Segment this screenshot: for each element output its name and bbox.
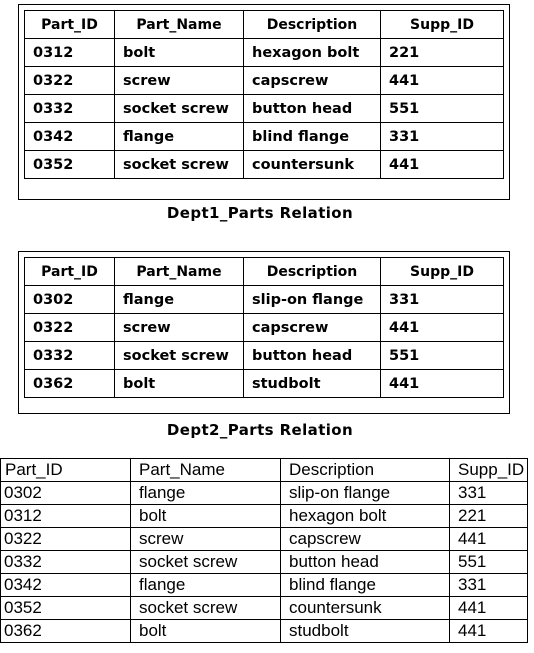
table-cell: 0342 — [1, 574, 131, 597]
table-cell: flange — [131, 574, 281, 597]
table-cell: 0332 — [25, 342, 115, 370]
table-row — [25, 123, 504, 151]
table-row — [25, 67, 504, 95]
table-cell: 551 — [450, 551, 528, 574]
table-cell: 0332 — [25, 95, 115, 123]
table-row — [1, 597, 528, 620]
table-cell: button head — [244, 95, 381, 123]
table-cell: 331 — [450, 574, 528, 597]
table-cell: hexagon bolt — [281, 505, 450, 528]
dept1-parts-table — [24, 10, 504, 179]
table-row — [25, 95, 504, 123]
table-cell: 0362 — [1, 620, 131, 643]
table-cell: socket screw — [115, 151, 244, 179]
table-cell: screw — [115, 314, 244, 342]
column-header: Supp_ID — [450, 459, 528, 482]
column-header: Part_ID — [25, 11, 115, 39]
table-cell: bolt — [131, 620, 281, 643]
column-header: Description — [244, 11, 381, 39]
table-cell: screw — [131, 528, 281, 551]
table-row — [25, 151, 504, 179]
union-result-table — [0, 458, 528, 643]
table-cell: bolt — [115, 370, 244, 398]
table-cell: button head — [281, 551, 450, 574]
table-cell: 551 — [381, 342, 504, 370]
table-cell: 441 — [450, 528, 528, 551]
table-cell: socket screw — [115, 342, 244, 370]
dept2-caption: Dept2_Parts Relation — [166, 421, 354, 439]
column-header: Part_ID — [1, 459, 131, 482]
table-cell: capscrew — [281, 528, 450, 551]
table-cell: 0332 — [1, 551, 131, 574]
table-cell: hexagon bolt — [244, 39, 381, 67]
column-header: Part_ID — [25, 258, 115, 286]
table-row — [1, 505, 528, 528]
table-cell: 221 — [381, 39, 504, 67]
table-row — [25, 370, 504, 398]
table-cell: 221 — [450, 505, 528, 528]
header-row — [25, 258, 504, 286]
table-cell: socket screw — [115, 95, 244, 123]
dept2-table-frame — [18, 251, 510, 414]
table-cell: slip-on flange — [281, 482, 450, 505]
table-row — [1, 574, 528, 597]
table-cell: 441 — [381, 370, 504, 398]
table-cell: 0322 — [25, 314, 115, 342]
header-row — [25, 11, 504, 39]
column-header: Supp_ID — [381, 258, 504, 286]
table-row — [1, 482, 528, 505]
column-header: Part_Name — [131, 459, 281, 482]
table-cell: bolt — [131, 505, 281, 528]
table-cell: button head — [244, 342, 381, 370]
table-cell: 0312 — [25, 39, 115, 67]
table-cell: 441 — [381, 314, 504, 342]
table-row — [25, 286, 504, 314]
table-cell: capscrew — [244, 67, 381, 95]
table-cell: flange — [131, 482, 281, 505]
table-cell: 441 — [450, 597, 528, 620]
table-cell: socket screw — [131, 551, 281, 574]
table-cell: 331 — [450, 482, 528, 505]
table-cell: 0322 — [1, 528, 131, 551]
table-row — [1, 620, 528, 643]
table-cell: slip-on flange — [244, 286, 381, 314]
table-cell: 0302 — [25, 286, 115, 314]
table-cell: 441 — [381, 151, 504, 179]
table-cell: countersunk — [244, 151, 381, 179]
table-cell: countersunk — [281, 597, 450, 620]
table-row — [1, 528, 528, 551]
table-cell: 0352 — [25, 151, 115, 179]
table-cell: 331 — [381, 123, 504, 151]
table-cell: studbolt — [244, 370, 381, 398]
table-cell: studbolt — [281, 620, 450, 643]
table-row — [25, 342, 504, 370]
table-cell: 0322 — [25, 67, 115, 95]
table-cell: 0312 — [1, 505, 131, 528]
table-cell: 551 — [381, 95, 504, 123]
table-cell: 0342 — [25, 123, 115, 151]
table-cell: capscrew — [244, 314, 381, 342]
column-header: Supp_ID — [381, 11, 504, 39]
table-cell: flange — [115, 123, 244, 151]
table-cell: blind flange — [244, 123, 381, 151]
table-row — [25, 39, 504, 67]
dept1-caption: Dept1_Parts Relation — [166, 204, 354, 222]
table-row — [1, 551, 528, 574]
table-cell: 441 — [381, 67, 504, 95]
table-cell: bolt — [115, 39, 244, 67]
table-cell: socket screw — [131, 597, 281, 620]
column-header: Part_Name — [115, 258, 244, 286]
table-cell: flange — [115, 286, 244, 314]
header-row — [1, 459, 528, 482]
table-cell: screw — [115, 67, 244, 95]
table-row — [25, 314, 504, 342]
column-header: Description — [281, 459, 450, 482]
dept2-parts-table — [24, 257, 504, 398]
table-cell: 331 — [381, 286, 504, 314]
column-header: Part_Name — [115, 11, 244, 39]
table-cell: 0362 — [25, 370, 115, 398]
table-cell: 0302 — [1, 482, 131, 505]
table-cell: blind flange — [281, 574, 450, 597]
column-header: Description — [244, 258, 381, 286]
table-cell: 0352 — [1, 597, 131, 620]
dept1-table-frame — [18, 4, 510, 200]
table-cell: 441 — [450, 620, 528, 643]
